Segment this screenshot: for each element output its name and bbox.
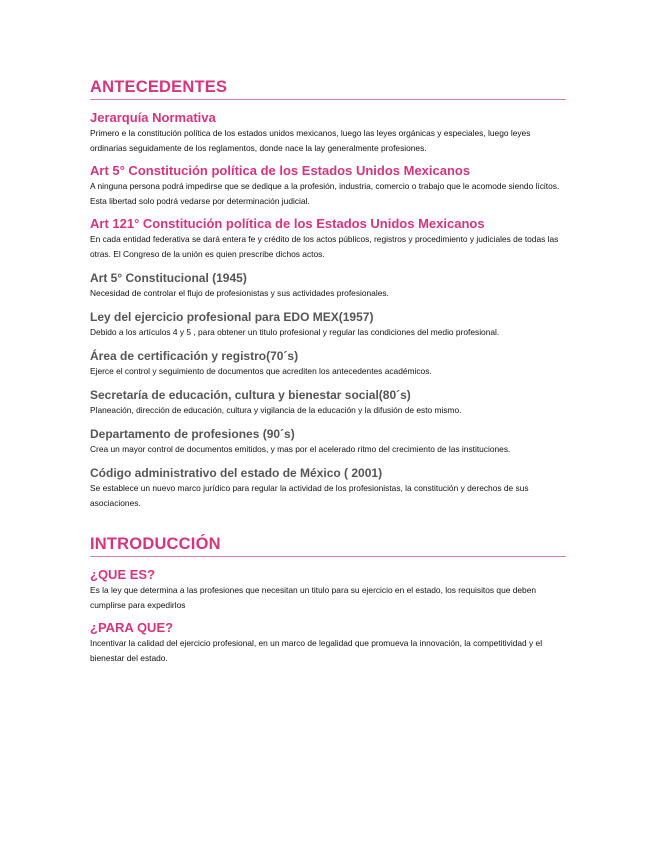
paragraph-para-que: Incentivar la calidad del ejercicio profesional, en un marco de legalidad que promueva la innovación, la competitividad y el bienestar del estado. [90,638,543,663]
paragraph-codigo-administrativo: Se establece un nuevo marco jurídico para regular la actividad de los profesionistas, la constitución y derechos de sus asociaciones. [90,483,529,508]
subheading-art-121: Art 121° Constitución política de los Estados Unidos Mexicanos [90,216,485,231]
subheading-codigo-administrativo: Código administrativo del estado de México ( 2001) [90,466,383,480]
paragraph-que-es: Es la ley que determina a las profesiones que necesitan un titulo para su ejercicio en el estado, los requisitos que deben cumplirse para expedirlos [90,585,537,610]
paragraph-art-121: En cada entidad federativa se dará entera fe y crédito de los actos públicos, registros y procedimiento y judiciales de todas las otras. El Congreso de la unión es quien prescribe dichos actos. [90,234,559,259]
subheading-area-certificacion: Área de certificación y registro(70´s) [90,349,299,363]
document-page [90,76,566,666]
paragraph-art-5-1945: Necesidad de controlar el flujo de profesionistas y sus actividades profesionales. [90,288,389,298]
paragraph-jerarquia-normativa: Primero e la constitución política de los estados unidos mexicanos, luego las leyes orgánicas y especiales, luego leyes ordinarias seguidamente de los reglamentos, donde nace la lay generalmente profesiones. [90,128,531,153]
subheading-secretaria-educacion: Secretaría de educación, cultura y bienestar social(80´s) [90,388,411,402]
subheading-departamento-profesiones: Departamento de profesiones (90´s) [90,427,295,441]
subheading-que-es: ¿QUE ES? [90,567,156,582]
subheading-ley-ejercicio-profesional: Ley del ejercicio profesional para EDO MEX(1957) [90,310,374,324]
section-heading-antecedentes: ANTECEDENTES [90,76,566,100]
subheading-jerarquia-normativa: Jerarquía Normativa [90,110,216,125]
paragraph-ley-ejercicio-profesional: Debido a los artículos 4 y 5 , para obtener un titulo profesional y regular las condiciones del medio profesional. [90,327,500,337]
subheading-art-5: Art 5° Constitución política de los Estados Unidos Mexicanos [90,163,471,178]
paragraph-area-certificacion: Ejerce el control y seguimiento de documentos que acrediten los antecedentes académicos. [90,366,432,376]
paragraph-departamento-profesiones: Crea un mayor control de documentos emitidos, y mas por el acelerado ritmo del crecimiento de las instituciones. [90,444,511,454]
subheading-art-5-1945: Art 5° Constitucional (1945) [90,271,247,285]
section-heading-introduccion: INTRODUCCIÓN [90,533,566,557]
paragraph-art-5: A ninguna persona podrá impedirse que se dedique a la profesión, industria, comercio o trabajo que le acomode siendo lícitos. Esta libertad solo podrá vedarse por determinación judicial. [90,181,560,206]
paragraph-secretaria-educacion: Planeación, dirección de educación, cultura y vigilancia de la educación y la difusión de esto mismo. [90,405,462,415]
subheading-para-que: ¿PARA QUE? [90,620,174,635]
